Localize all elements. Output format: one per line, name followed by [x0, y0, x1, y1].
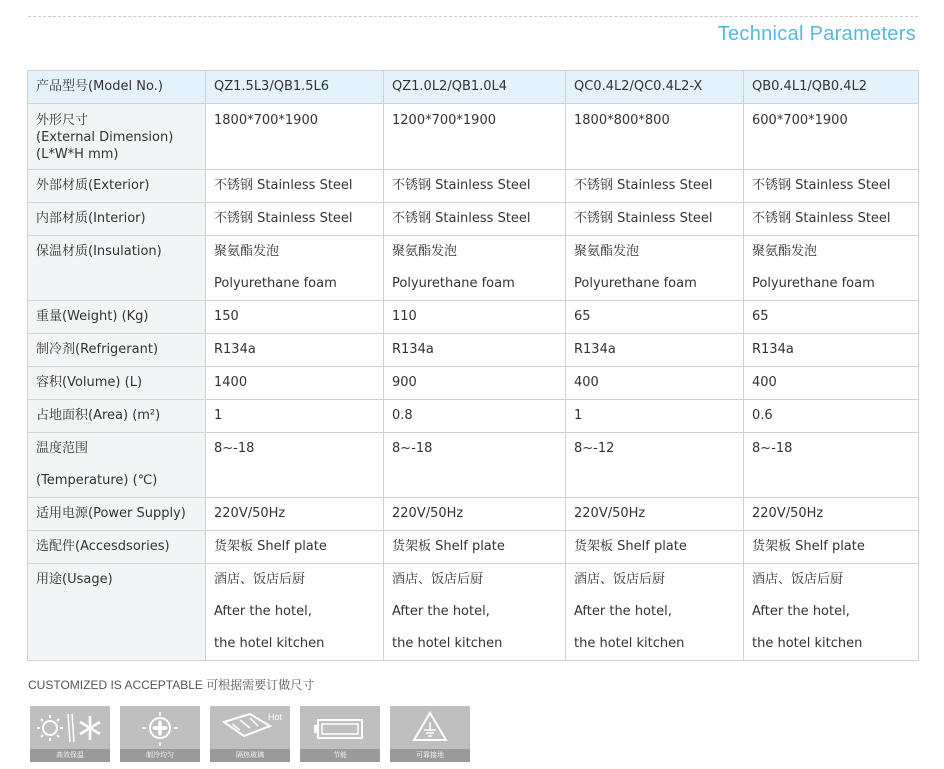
row-label-line: (L*W*H mm) — [36, 147, 119, 162]
heat-glass-icon — [210, 706, 290, 750]
row-label — [28, 334, 206, 367]
cell-line: 酒店、饭店后厨 — [574, 572, 666, 587]
cell-line: 货架板 Shelf plate — [392, 539, 505, 554]
table-cell — [384, 564, 566, 661]
cell-line: Polyurethane foam — [752, 276, 875, 291]
cell-line: 聚氨酯发泡 — [574, 244, 640, 259]
cell-line: 1400 — [214, 375, 248, 390]
table-cell — [206, 400, 384, 433]
cell-line: 8~-18 — [392, 441, 433, 456]
cell-line: 220V/50Hz — [214, 506, 286, 521]
cell-line: 65 — [752, 309, 769, 324]
table-cell — [206, 334, 384, 367]
cell-line: QZ1.0L2/QB1.0L4 — [392, 79, 508, 94]
table-cell — [206, 564, 384, 661]
cell-line: 65 — [574, 309, 591, 324]
cell-line: Polyurethane foam — [392, 276, 515, 291]
cell-line: 不锈钢 Stainless Steel — [214, 178, 353, 193]
cell-line: 聚氨酯发泡 — [392, 244, 458, 259]
row-label — [28, 203, 206, 236]
table-cell — [744, 564, 919, 661]
cell-line: Polyurethane foam — [574, 276, 697, 291]
feature-tile — [120, 706, 200, 762]
cell-line: 不锈钢 Stainless Steel — [392, 211, 531, 226]
section-title: Technical Parameters — [717, 23, 916, 45]
row-label-line: (External Dimension) — [36, 130, 174, 145]
cell-line: the hotel kitchen — [752, 636, 863, 651]
customization-note: CUSTOMIZED IS ACCEPTABLE 可根据需要订做尺寸 — [28, 678, 315, 692]
table-cell — [206, 367, 384, 400]
table-row — [28, 334, 919, 367]
hot-badge: Hot — [268, 712, 283, 722]
table-cell — [744, 104, 919, 170]
table-cell — [744, 400, 919, 433]
cell-line: 货架板 Shelf plate — [574, 539, 687, 554]
table-cell — [566, 400, 744, 433]
table-cell — [384, 236, 566, 301]
cell-line: QC0.4L2/QC0.4L2-X — [574, 79, 703, 94]
cell-line: the hotel kitchen — [574, 636, 685, 651]
cell-line: 0.8 — [392, 408, 413, 423]
feature-label: 制冷均匀 — [120, 749, 200, 762]
table-cell — [206, 203, 384, 236]
table-cell — [566, 170, 744, 203]
table-cell — [744, 301, 919, 334]
table-row — [28, 400, 919, 433]
cell-line: 110 — [392, 309, 417, 324]
row-label-line: 内部材质(Interior) — [36, 211, 146, 226]
cell-line: 220V/50Hz — [392, 506, 464, 521]
row-label — [28, 301, 206, 334]
table-row — [28, 71, 919, 104]
row-label-line: 选配件(Accesdsories) — [36, 539, 170, 554]
table-row — [28, 564, 919, 661]
cell-line: 900 — [392, 375, 417, 390]
table-cell — [384, 433, 566, 498]
cell-line: 不锈钢 Stainless Steel — [574, 211, 713, 226]
cell-line: 400 — [752, 375, 777, 390]
fan-cooling-icon — [120, 706, 200, 750]
table-cell — [744, 433, 919, 498]
cell-line: 酒店、饭店后厨 — [752, 572, 844, 587]
cell-line: 酒店、饭店后厨 — [214, 572, 306, 587]
cell-line: 1800*700*1900 — [214, 113, 318, 128]
row-label — [28, 498, 206, 531]
cell-line: R134a — [392, 342, 434, 357]
feature-tile — [390, 706, 470, 762]
cell-line: QZ1.5L3/QB1.5L6 — [214, 79, 330, 94]
cell-line: the hotel kitchen — [392, 636, 503, 651]
row-label-line: (Temperature) (℃) — [36, 473, 158, 488]
cell-line: 0.6 — [752, 408, 773, 423]
cell-line: 1 — [214, 408, 223, 423]
table-row — [28, 367, 919, 400]
cell-line: 400 — [574, 375, 599, 390]
snowflake-sun-icon — [30, 706, 110, 750]
row-label — [28, 236, 206, 301]
table-cell — [206, 71, 384, 104]
cell-line: QB0.4L1/QB0.4L2 — [752, 79, 868, 94]
feature-tile — [30, 706, 110, 762]
feature-label: 隔热玻璃 — [210, 749, 290, 762]
table-cell — [384, 301, 566, 334]
row-label-line: 外形尺寸 — [36, 113, 89, 128]
row-label — [28, 367, 206, 400]
cell-line: 600*700*1900 — [752, 113, 848, 128]
table-cell — [566, 564, 744, 661]
cell-line: 220V/50Hz — [752, 506, 824, 521]
cell-line: 不锈钢 Stainless Steel — [574, 178, 713, 193]
table-cell — [566, 236, 744, 301]
table-cell — [384, 334, 566, 367]
table-cell — [384, 367, 566, 400]
row-label-line: 温度范围 — [36, 441, 89, 456]
cell-line: 220V/50Hz — [574, 506, 646, 521]
row-label — [28, 104, 206, 170]
row-label-line: 用途(Usage) — [36, 572, 113, 587]
row-label — [28, 531, 206, 564]
table-cell — [384, 170, 566, 203]
table-cell — [384, 104, 566, 170]
table-cell — [744, 236, 919, 301]
cell-line: 不锈钢 Stainless Steel — [214, 211, 353, 226]
cell-line: 不锈钢 Stainless Steel — [752, 211, 891, 226]
table-cell — [744, 170, 919, 203]
table-cell — [384, 203, 566, 236]
cell-line: After the hotel, — [752, 604, 850, 619]
table-cell — [384, 400, 566, 433]
table-cell — [744, 531, 919, 564]
table-cell — [566, 531, 744, 564]
table-cell — [566, 71, 744, 104]
feature-label: 高效保温 — [30, 749, 110, 762]
ground-warning-icon — [390, 706, 470, 750]
top-divider — [28, 16, 918, 17]
table-row — [28, 433, 919, 498]
row-label-line: 重量(Weight) (Kg) — [36, 309, 149, 324]
table-cell — [566, 104, 744, 170]
cell-line: 不锈钢 Stainless Steel — [392, 178, 531, 193]
cell-line: 1800*800*800 — [574, 113, 670, 128]
row-label-line: 容积(Volume) (L) — [36, 375, 143, 390]
table-cell — [206, 498, 384, 531]
table-cell — [566, 433, 744, 498]
table-cell — [744, 334, 919, 367]
table-row — [28, 203, 919, 236]
table-cell — [206, 433, 384, 498]
row-label — [28, 400, 206, 433]
table-cell — [206, 236, 384, 301]
cell-line: the hotel kitchen — [214, 636, 325, 651]
table-cell — [384, 71, 566, 104]
row-label-line: 外部材质(Exterior) — [36, 178, 150, 193]
cell-line: 8~-12 — [574, 441, 615, 456]
row-label-line: 产品型号(Model No.) — [36, 79, 163, 94]
table-cell — [384, 498, 566, 531]
cell-line: 150 — [214, 309, 239, 324]
cell-line: 货架板 Shelf plate — [752, 539, 865, 554]
row-label — [28, 433, 206, 498]
cell-line: After the hotel, — [574, 604, 672, 619]
table-row — [28, 498, 919, 531]
cell-line: R134a — [752, 342, 794, 357]
table-cell — [744, 498, 919, 531]
table-row — [28, 170, 919, 203]
table-row — [28, 104, 919, 170]
feature-label: 节能 — [300, 749, 380, 762]
row-label-line: 适用电源(Power Supply) — [36, 506, 186, 521]
battery-icon — [300, 706, 380, 750]
feature-label: 可靠接地 — [390, 749, 470, 762]
cell-line: 不锈钢 Stainless Steel — [752, 178, 891, 193]
table-cell — [744, 203, 919, 236]
cell-line: 酒店、饭店后厨 — [392, 572, 484, 587]
table-cell — [744, 367, 919, 400]
row-label — [28, 71, 206, 104]
table-cell — [206, 170, 384, 203]
cell-line: R134a — [574, 342, 616, 357]
row-label — [28, 170, 206, 203]
cell-line: 1 — [574, 408, 583, 423]
cell-line: 货架板 Shelf plate — [214, 539, 327, 554]
cell-line: 聚氨酯发泡 — [214, 244, 280, 259]
table-row — [28, 236, 919, 301]
cell-line: 聚氨酯发泡 — [752, 244, 818, 259]
feature-tile — [210, 706, 290, 762]
table-cell — [566, 203, 744, 236]
cell-line: R134a — [214, 342, 256, 357]
table-row — [28, 301, 919, 334]
feature-tile — [300, 706, 380, 762]
table-row — [28, 531, 919, 564]
row-label-line: 保温材质(Insulation) — [36, 244, 162, 259]
table-cell — [206, 531, 384, 564]
row-label — [28, 564, 206, 661]
cell-line: 8~-18 — [752, 441, 793, 456]
cell-line: Polyurethane foam — [214, 276, 337, 291]
table-cell — [566, 367, 744, 400]
table-cell — [384, 531, 566, 564]
cell-line: After the hotel, — [214, 604, 312, 619]
row-label-line: 制冷剂(Refrigerant) — [36, 342, 159, 357]
row-label-line: 占地面积(Area) (m²) — [36, 408, 161, 423]
cell-line: After the hotel, — [392, 604, 490, 619]
table-cell — [206, 104, 384, 170]
table-cell — [566, 498, 744, 531]
cell-line: 1200*700*1900 — [392, 113, 496, 128]
table-cell — [206, 301, 384, 334]
table-cell — [566, 334, 744, 367]
table-cell — [744, 71, 919, 104]
spec-table — [27, 70, 919, 661]
table-cell — [566, 301, 744, 334]
cell-line: 8~-18 — [214, 441, 255, 456]
